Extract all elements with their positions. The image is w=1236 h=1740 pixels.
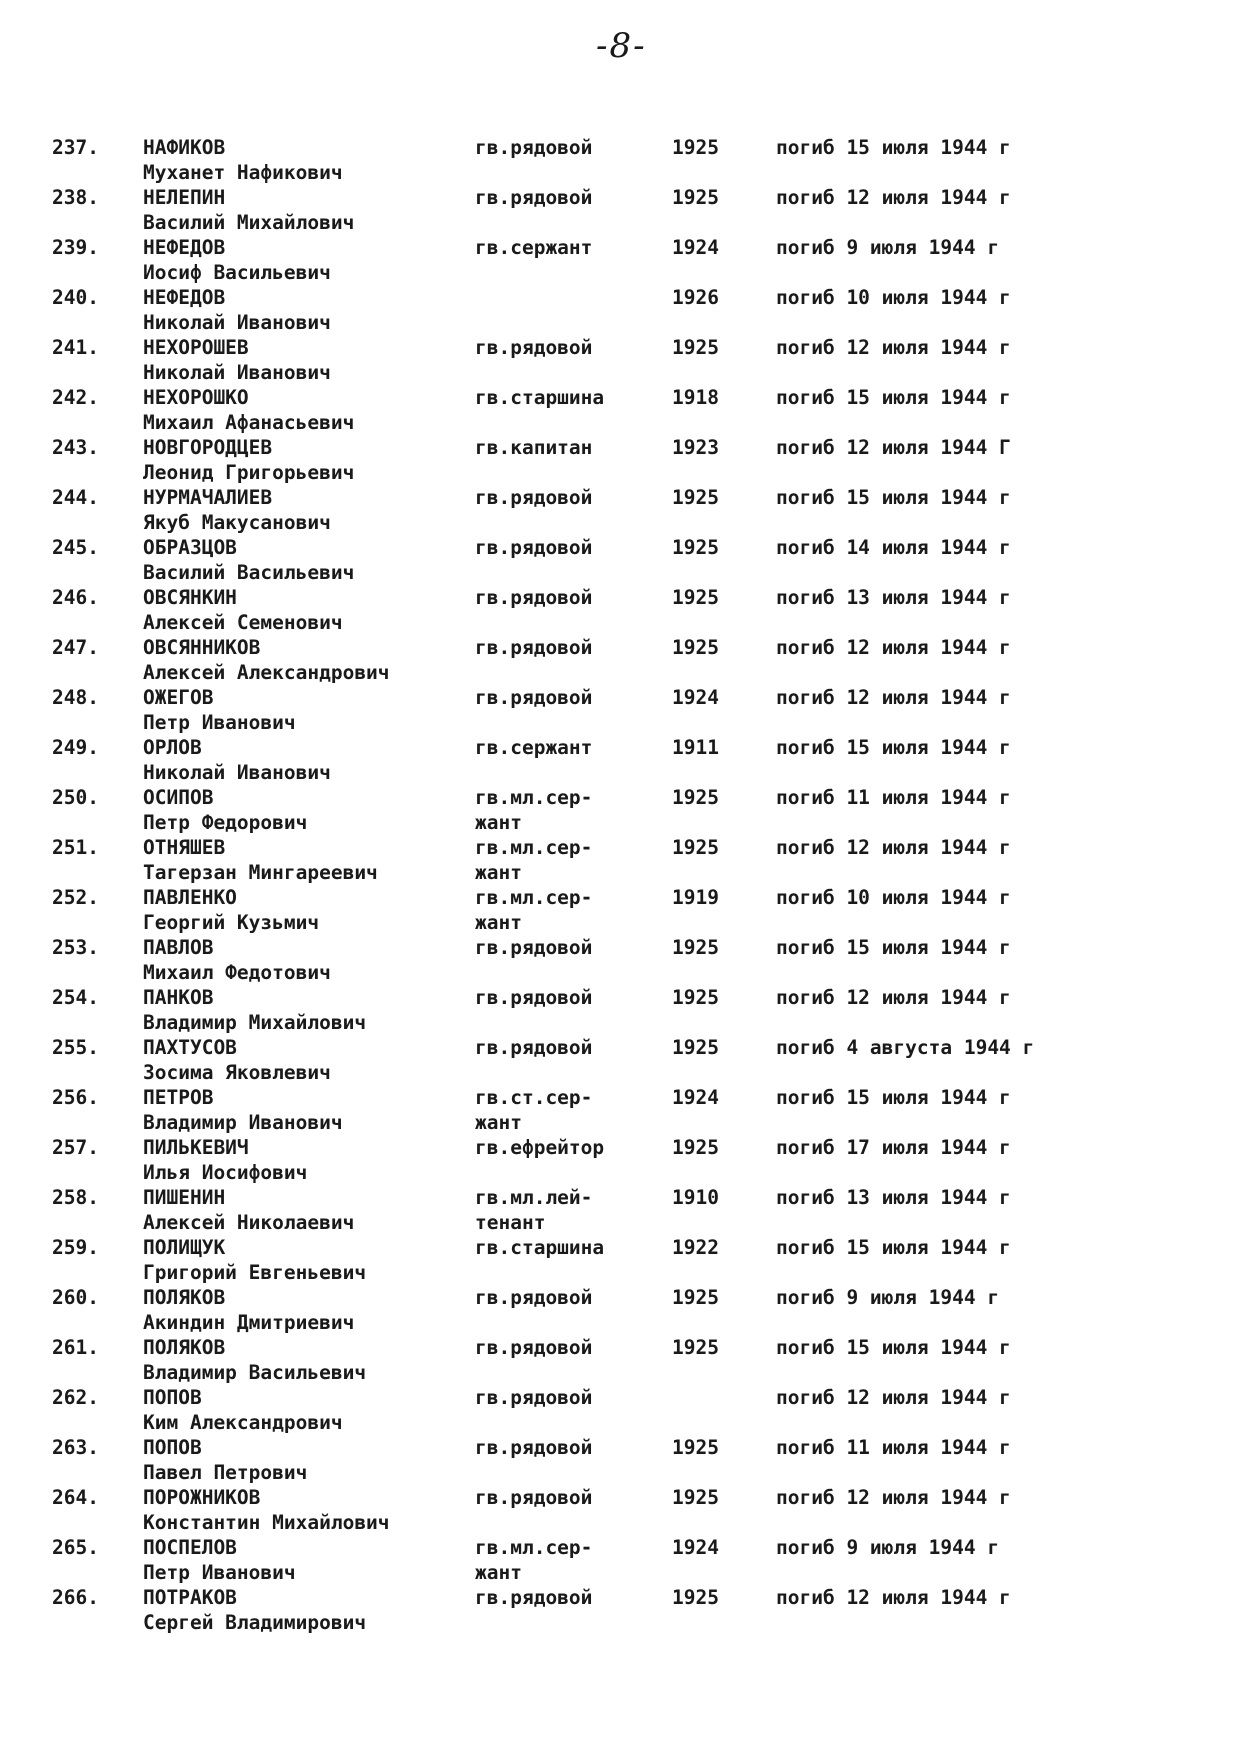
given-name: Леонид Григорьевич [143, 461, 355, 484]
given-name: Алексей Николаевич [143, 1211, 355, 1234]
rank: гв.сержант [475, 236, 593, 259]
given-name: Павел Петрович [143, 1461, 308, 1484]
rank: гв.рядовой [475, 186, 593, 209]
birth-year: 1925 [672, 936, 719, 959]
fate: погиб 17 июля 1944 г [776, 1136, 1011, 1159]
fate: погиб 15 июля 1944 г [776, 386, 1011, 409]
entry-number: 252. [52, 886, 99, 909]
rank: гв.старшина [475, 386, 605, 409]
birth-year: 1925 [672, 586, 719, 609]
rank-continuation: жант [475, 861, 522, 884]
entry-number: 253. [52, 936, 99, 959]
fate: погиб 12 июля 1944 г [776, 1486, 1011, 1509]
entry-number: 240. [52, 286, 99, 309]
given-name: Владимир Михайлович [143, 1011, 367, 1034]
rank: гв.рядовой [475, 1486, 593, 1509]
entry-number: 246. [52, 586, 99, 609]
fate: погиб 15 июля 1944 г [776, 1236, 1011, 1259]
surname: НЕФЕДОВ [143, 286, 226, 309]
rank: гв.ст.сер- [475, 1086, 593, 1109]
fate: погиб 12 июля 1944 г [776, 636, 1011, 659]
given-name: Якуб Макусанович [143, 511, 331, 534]
rank: гв.старшина [475, 1236, 605, 1259]
entry-number: 250. [52, 786, 99, 809]
entry-number: 247. [52, 636, 99, 659]
rank: гв.мл.лей- [475, 1186, 593, 1209]
birth-year: 1925 [672, 1136, 719, 1159]
given-name: Сергей Владимирович [143, 1611, 367, 1634]
surname: ПОСПЕЛОВ [143, 1536, 237, 1559]
given-name: Алексей Семенович [143, 611, 343, 634]
entry-number: 251. [52, 836, 99, 859]
fate: погиб 9 июля 1944 г [776, 236, 1000, 259]
birth-year: 1925 [672, 1286, 719, 1309]
surname: ПОРОЖНИКОВ [143, 1486, 261, 1509]
entry-number: 248. [52, 686, 99, 709]
fate: погиб 11 июля 1944 г [776, 786, 1011, 809]
fate: погиб 12 июля 1944 г [776, 1586, 1011, 1609]
surname: НЕХОРОШЕВ [143, 336, 249, 359]
surname: ОВСЯНКИН [143, 586, 237, 609]
page-number: -8- [596, 26, 647, 66]
entry-number: 242. [52, 386, 99, 409]
rank: гв.рядовой [475, 936, 593, 959]
entry-number: 266. [52, 1586, 99, 1609]
birth-year: 1924 [672, 686, 719, 709]
birth-year: 1910 [672, 1186, 719, 1209]
rank: гв.рядовой [475, 1036, 593, 1059]
surname: ПАХТУСОВ [143, 1036, 237, 1059]
fate: погиб 12 июля 1944 г [776, 336, 1011, 359]
given-name: Ким Александрович [143, 1411, 343, 1434]
given-name: Петр Иванович [143, 1561, 296, 1584]
surname: ПОПОВ [143, 1436, 202, 1459]
given-name: Михаил Федотович [143, 961, 331, 984]
entry-number: 244. [52, 486, 99, 509]
entry-number: 262. [52, 1386, 99, 1409]
fate: погиб 12 июля 1944 г [776, 686, 1011, 709]
surname: ПЕТРОВ [143, 1086, 214, 1109]
surname: ОЖЕГОВ [143, 686, 214, 709]
birth-year: 1925 [672, 486, 719, 509]
given-name: Зосима Яковлевич [143, 1061, 331, 1084]
given-name: Петр Федорович [143, 811, 308, 834]
given-name: Константин Михайлович [143, 1511, 390, 1534]
surname: ПАНКОВ [143, 986, 214, 1009]
fate: погиб 12 июля 1944 г [776, 1386, 1011, 1409]
rank: гв.мл.сер- [475, 786, 593, 809]
fate: погиб 4 августа 1944 г [776, 1036, 1035, 1059]
entry-number: 258. [52, 1186, 99, 1209]
surname: НУРМАЧАЛИЕВ [143, 486, 273, 509]
rank: гв.мл.сер- [475, 886, 593, 909]
surname: ОСИПОВ [143, 786, 214, 809]
rank: гв.мл.сер- [475, 836, 593, 859]
rank: гв.сержант [475, 736, 593, 759]
entry-number: 238. [52, 186, 99, 209]
surname: ОБРАЗЦОВ [143, 536, 237, 559]
given-name: Тагерзан Мингареевич [143, 861, 378, 884]
fate: погиб 14 июля 1944 г [776, 536, 1011, 559]
given-name: Георгий Кузьмич [143, 911, 320, 934]
surname: ПОЛЯКОВ [143, 1286, 226, 1309]
fate: погиб 11 июля 1944 г [776, 1436, 1011, 1459]
fate: погиб 15 июля 1944 г [776, 136, 1011, 159]
entry-number: 265. [52, 1536, 99, 1559]
birth-year: 1925 [672, 536, 719, 559]
given-name: Василий Васильевич [143, 561, 355, 584]
given-name: Михаил Афанасьевич [143, 411, 355, 434]
rank: гв.рядовой [475, 1436, 593, 1459]
entry-number: 260. [52, 1286, 99, 1309]
birth-year: 1925 [672, 186, 719, 209]
given-name: Владимир Иванович [143, 1111, 343, 1134]
birth-year: 1926 [672, 286, 719, 309]
birth-year: 1925 [672, 1586, 719, 1609]
given-name: Муханет Нафикович [143, 161, 343, 184]
rank: гв.рядовой [475, 486, 593, 509]
fate: погиб 10 июля 1944 г [776, 886, 1011, 909]
birth-year: 1925 [672, 986, 719, 1009]
birth-year: 1925 [672, 136, 719, 159]
fate: погиб 15 июля 1944 г [776, 736, 1011, 759]
birth-year: 1924 [672, 1086, 719, 1109]
surname: НЕФЕДОВ [143, 236, 226, 259]
birth-year: 1923 [672, 436, 719, 459]
fate: погиб 12 июля 1944 г [776, 836, 1011, 859]
birth-year: 1911 [672, 736, 719, 759]
birth-year: 1925 [672, 1436, 719, 1459]
rank-continuation: жант [475, 911, 522, 934]
birth-year: 1925 [672, 636, 719, 659]
surname: ПАВЛОВ [143, 936, 214, 959]
given-name: Николай Иванович [143, 361, 331, 384]
fate: погиб 15 июля 1944 г [776, 1086, 1011, 1109]
surname: ОТНЯШЕВ [143, 836, 226, 859]
fate: погиб 12 июля 1944 г [776, 986, 1011, 1009]
entry-number: 237. [52, 136, 99, 159]
birth-year: 1924 [672, 236, 719, 259]
rank: гв.ефрейтор [475, 1136, 605, 1159]
surname: ПОТРАКОВ [143, 1586, 237, 1609]
fate: погиб 15 июля 1944 г [776, 936, 1011, 959]
entry-number: 239. [52, 236, 99, 259]
surname: ОРЛОВ [143, 736, 202, 759]
given-name: Акиндин Дмитриевич [143, 1311, 355, 1334]
entry-number: 259. [52, 1236, 99, 1259]
entry-number: 243. [52, 436, 99, 459]
rank: гв.рядовой [475, 586, 593, 609]
rank: гв.рядовой [475, 1336, 593, 1359]
entry-number: 249. [52, 736, 99, 759]
given-name: Петр Иванович [143, 711, 296, 734]
rank: гв.мл.сер- [475, 1536, 593, 1559]
given-name: Владимир Васильевич [143, 1361, 367, 1384]
birth-year: 1925 [672, 836, 719, 859]
birth-year: 1925 [672, 1486, 719, 1509]
surname: НЕЛЕПИН [143, 186, 226, 209]
rank-continuation: тенант [475, 1211, 546, 1234]
birth-year: 1924 [672, 1536, 719, 1559]
surname: НАФИКОВ [143, 136, 226, 159]
surname: ПИЛЬКЕВИЧ [143, 1136, 249, 1159]
given-name: Николай Иванович [143, 311, 331, 334]
fate: погиб 15 июля 1944 г [776, 486, 1011, 509]
birth-year: 1918 [672, 386, 719, 409]
given-name: Николай Иванович [143, 761, 331, 784]
entry-number: 261. [52, 1336, 99, 1359]
rank: гв.рядовой [475, 1386, 593, 1409]
birth-year: 1922 [672, 1236, 719, 1259]
rank: гв.капитан [475, 436, 593, 459]
entry-number: 245. [52, 536, 99, 559]
entry-number: 256. [52, 1086, 99, 1109]
rank: гв.рядовой [475, 986, 593, 1009]
fate: погиб 9 июля 1944 г [776, 1286, 1000, 1309]
rank: гв.рядовой [475, 1586, 593, 1609]
surname: ПОПОВ [143, 1386, 202, 1409]
fate: погиб 13 июля 1944 г [776, 1186, 1011, 1209]
rank-continuation: жант [475, 1111, 522, 1134]
rank-continuation: жант [475, 1561, 522, 1584]
rank: гв.рядовой [475, 136, 593, 159]
surname: ПОЛИЩУК [143, 1236, 226, 1259]
entry-number: 257. [52, 1136, 99, 1159]
birth-year: 1925 [672, 786, 719, 809]
entry-number: 255. [52, 1036, 99, 1059]
fate: погиб 12 июля 1944 Г [776, 436, 1011, 459]
rank: гв.рядовой [475, 686, 593, 709]
fate: погиб 9 июля 1944 г [776, 1536, 1000, 1559]
birth-year: 1925 [672, 1336, 719, 1359]
fate: погиб 15 июля 1944 г [776, 1336, 1011, 1359]
rank: гв.рядовой [475, 636, 593, 659]
entry-number: 263. [52, 1436, 99, 1459]
surname: НЕХОРОШКО [143, 386, 249, 409]
rank: гв.рядовой [475, 536, 593, 559]
rank-continuation: жант [475, 811, 522, 834]
surname: ПОЛЯКОВ [143, 1336, 226, 1359]
surname: ПАВЛЕНКО [143, 886, 237, 909]
rank: гв.рядовой [475, 1286, 593, 1309]
birth-year: 1919 [672, 886, 719, 909]
entry-number: 254. [52, 986, 99, 1009]
given-name: Григорий Евгеньевич [143, 1261, 367, 1284]
fate: погиб 13 июля 1944 г [776, 586, 1011, 609]
fate: погиб 12 июля 1944 г [776, 186, 1011, 209]
entry-number: 264. [52, 1486, 99, 1509]
surname: ОВСЯННИКОВ [143, 636, 261, 659]
given-name: Иосиф Васильевич [143, 261, 331, 284]
fate: погиб 10 июля 1944 г [776, 286, 1011, 309]
birth-year: 1925 [672, 336, 719, 359]
surname: НОВГОРОДЦЕВ [143, 436, 273, 459]
surname: ПИШЕНИН [143, 1186, 226, 1209]
rank: гв.рядовой [475, 336, 593, 359]
given-name: Василий Михайлович [143, 211, 355, 234]
given-name: Илья Иосифович [143, 1161, 308, 1184]
given-name: Алексей Александрович [143, 661, 390, 684]
entry-number: 241. [52, 336, 99, 359]
birth-year: 1925 [672, 1036, 719, 1059]
